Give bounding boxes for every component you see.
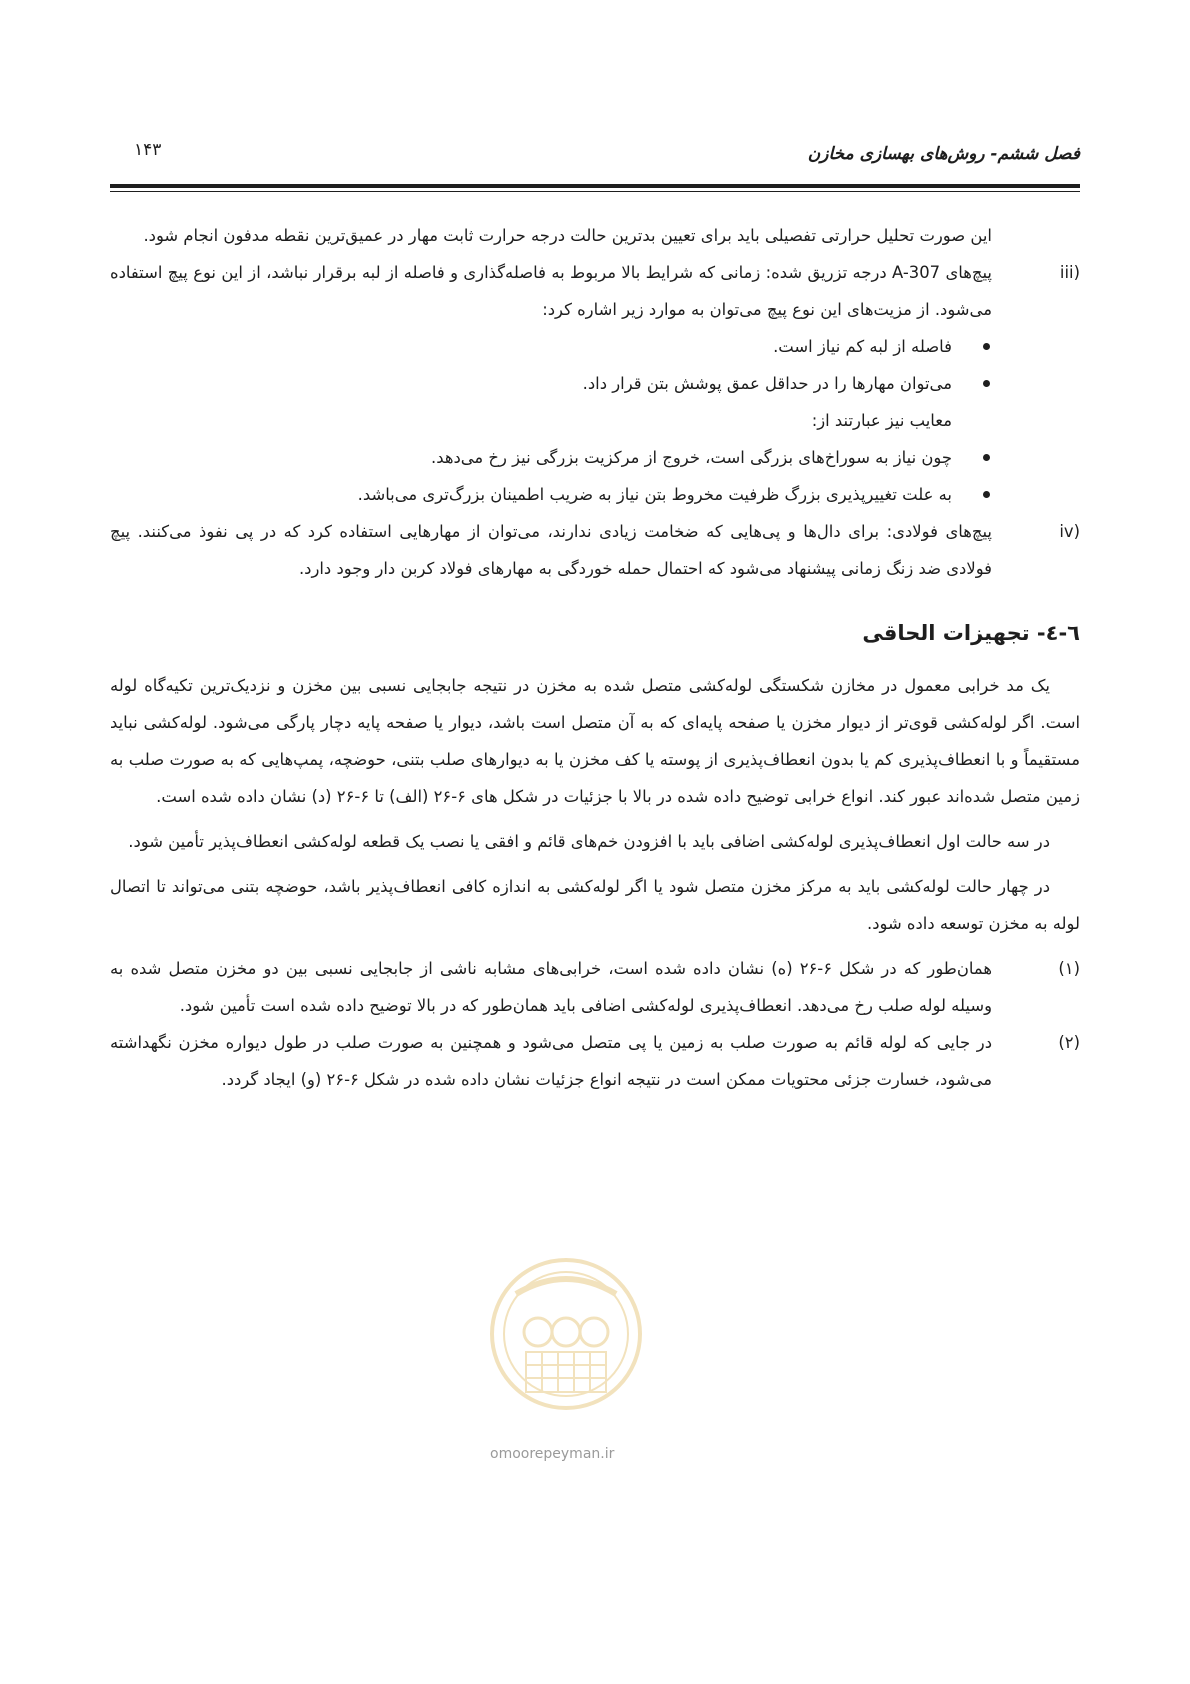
continuation-paragraph: این صورت تحلیل حرارتی تفصیلی باید برای تعیین بدترین حالت درجه حرارت ثابت مهار در عمیق‌ترین نقطه مدفون انجام شود. [143,226,992,245]
list-item-text: در جایی که لوله قائم به صورت صلب به زمین یا پی متصل می‌شود و همچنین به صورت صلب در طول دیواره مخزن نگهداشته می‌شود، خسارت جزئی محتویات ممکن است در نتیجه انواع جزئیات نشان داده شده در شکل ۶-۲۶ (و) ایجاد گردد. [110,1033,992,1089]
body-paragraph: در سه حالت اول انعطاف‌پذیری لوله‌کشی اضافی باید با افزودن خم‌های قائم و افقی یا نصب یک قطعه لوله‌کشی انعطاف‌پذیر تأمین شود. [128,832,1050,851]
chapter-title: فصل ششم- روش‌های بهسازی مخازن [807,144,1080,164]
list-marker: (۲) [1058,1033,1080,1052]
list-item-text: پیچ‌های A-307 درجه تزریق شده: زمانی که شرایط بالا مربوط به فاصله‌گذاری و فاصله از لبه برقرار نباشد، از این نوع پیچ استفاده می‌شود. از مزیت‌های این نوع پیچ می‌توان به موارد زیر اشاره کرد: [110,263,992,319]
page-number: ۱۴۳ [134,140,162,160]
numbered-item-1 [110,950,1080,1024]
spacer [110,587,1080,597]
bullet-icon [983,343,990,350]
list-marker: (iii [1059,263,1080,282]
list-item-iii [110,254,1080,328]
bullet-item: می‌توان مهارها را در حداقل عمق پوشش بتن قرار داد. [110,365,952,402]
list-item-iv [110,513,1080,587]
header-rule-thin [110,191,1080,192]
disadvantages-list [110,439,1080,513]
bullet-icon [983,454,990,461]
body-paragraph: در چهار حالت لوله‌کشی باید به مرکز مخزن متصل شود یا اگر لوله‌کشی به اندازه کافی انعطاف‌پذیر باشد، حوضچه بتنی می‌تواند تا اتصال لوله به مخزن توسعه داده شود. [110,877,1080,933]
advantages-list [110,328,1080,402]
watermark-logo-icon [486,1254,646,1414]
numbered-item-2 [110,1024,1080,1098]
bullet-icon [983,491,990,498]
section-heading: ٦-٤- تجهیزات الحاقی [862,621,1080,645]
list-item-text: همان‌طور که در شکل ۶-۲۶ (ه) نشان داده شده است، خرابی‌های مشابه ناشی از جابجایی نسبی بین دو مخزن متصل شده به وسیله لوله صلب رخ می‌دهد. انعطاف‌پذیری لوله‌کشی اضافی باید همان‌طور که در بالا توضیح داده شده است تأمین شود. [110,959,992,1015]
header-rule-thick [110,184,1080,188]
list-item-text: پیچ‌های فولادی: برای دال‌ها و پی‌هایی که ضخامت زیادی ندارند، می‌توان از مهارهایی استفاده کرد که در پی نفوذ می‌کنند. پیچ فولادی ضد زنگ زمانی پیشنهاد می‌شود که احتمال حمله خوردگی به مهارهای فولاد کربن دار وجود دارد. [110,522,992,578]
bullet-item: فاصله از لبه کم نیاز است. [110,328,952,365]
page-header [110,140,1080,186]
page-content [110,217,1080,1098]
body-paragraph: یک مد خرابی معمول در مخازن شکستگی لوله‌کشی متصل شده به مخزن در نتیجه جابجایی نسبی بین مخزن و نزدیک‌ترین تکیه‌گاه لوله است. اگر لوله‌کشی قوی‌تر از دیوار مخزن یا صفحه پایه‌ای که به آن متصل است باشد، دیوار یا صفحه پایه دچار پارگی می‌شود. لوله‌کشی نباید مستقیماً و با انعطاف‌پذیری کم یا بدون انعطاف‌پذیری از پوسته یا کف مخزن یا به دیوارهای صلب بتنی، حوضچه، پمپ‌هایی که به صورت صلب به زمین متصل شده‌اند عبور کند. انواع خرابی توضیح داده شده در بالا با جزئیات در شکل های ۶-۲۶ (الف) تا ۶-۲۶ (د) نشان داده شده است. [110,676,1080,806]
bullet-icon [983,380,990,387]
bullet-item: چون نیاز به سوراخ‌های بزرگی است، خروج از مرکزیت بزرگی نیز رخ می‌دهد. [110,439,952,476]
list-marker: (۱) [1058,959,1080,978]
bullet-item: به علت تغییرپذیری بزرگ ظرفیت مخروط بتن نیاز به ضریب اطمینان بزرگ‌تری می‌باشد. [110,476,952,513]
list-marker: (iv [1059,522,1080,541]
watermark-url: omoorepeyman.ir [490,1446,615,1462]
disadvantages-label: معایب نیز عبارتند از: [811,411,952,430]
